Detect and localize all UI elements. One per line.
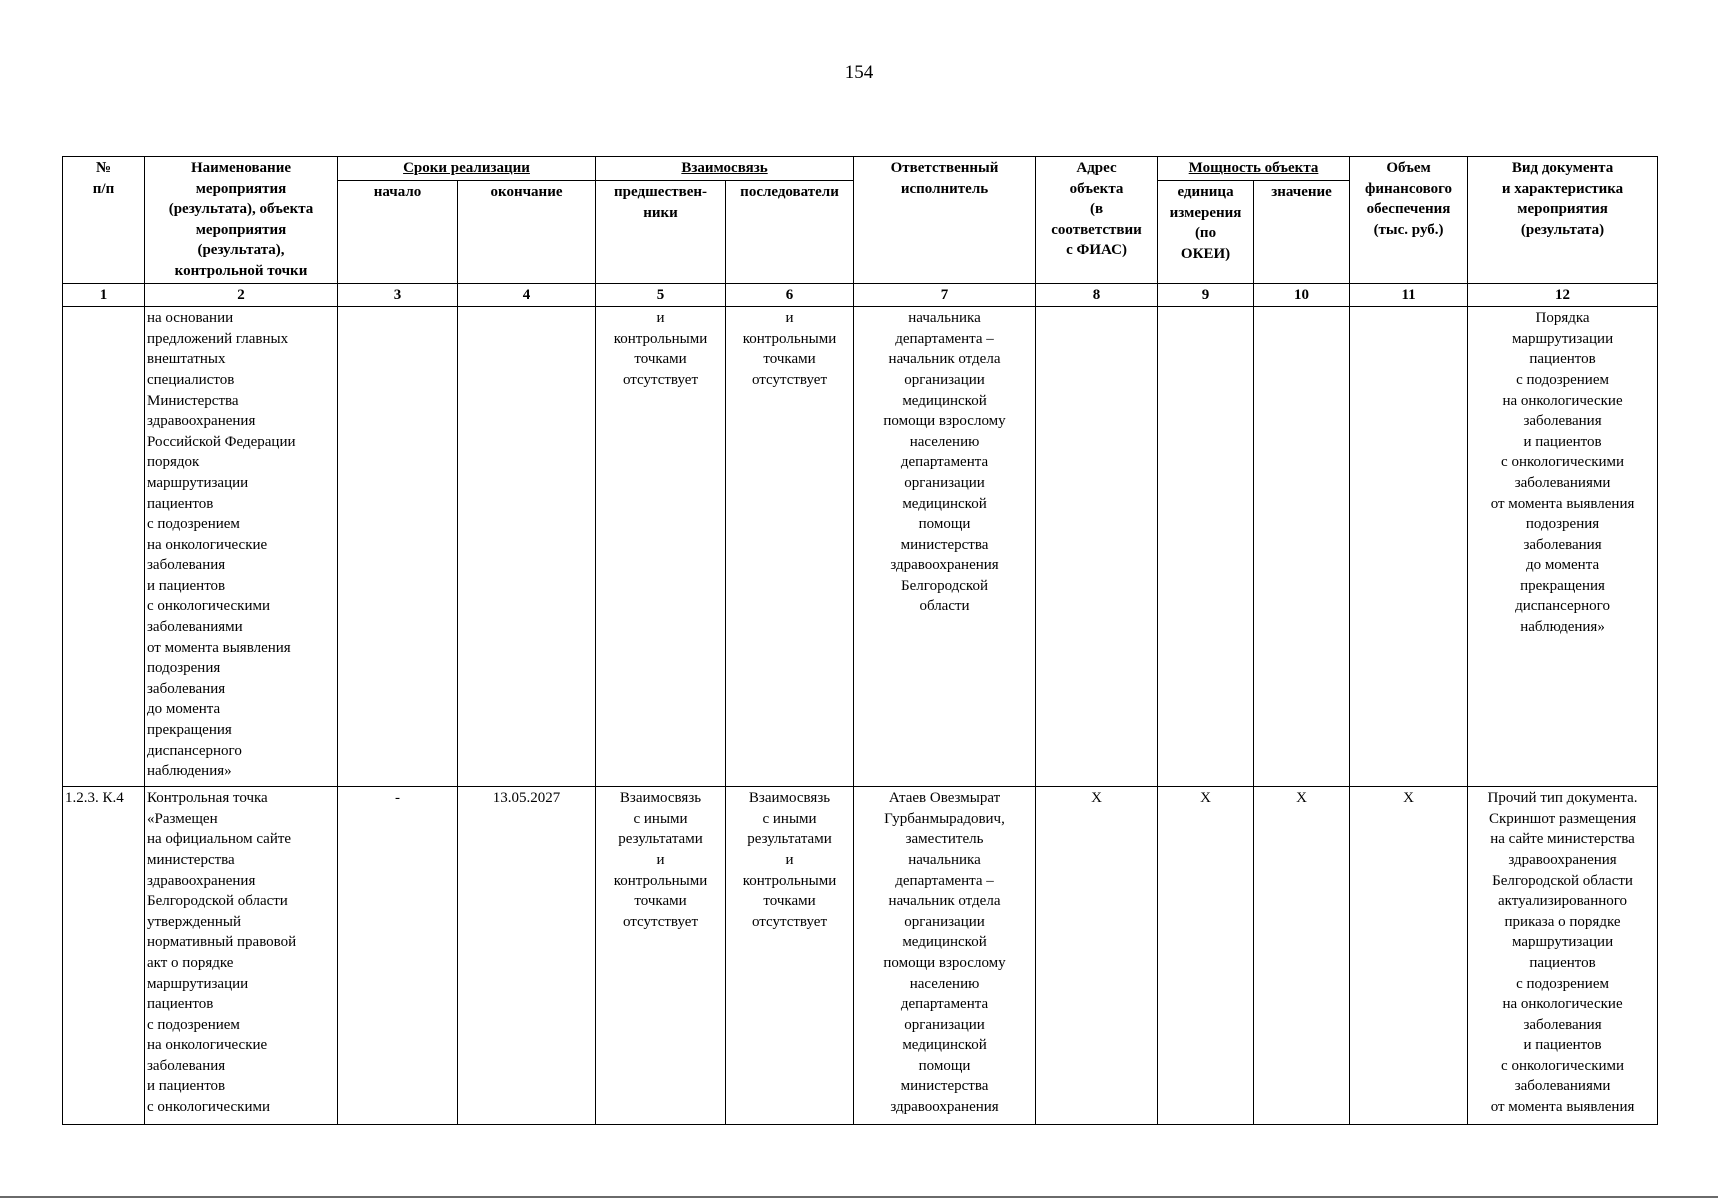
- text-line: заболевания: [147, 680, 226, 697]
- text-line: населению: [909, 975, 980, 992]
- text-line: мероприятия: [1517, 201, 1608, 218]
- plan-table: [62, 156, 1658, 1125]
- row-finance: Х: [1350, 787, 1468, 1125]
- text-line: Белгородской области: [147, 893, 288, 910]
- text-line: (тыс. руб.): [1373, 221, 1444, 238]
- text-line: с подозрением: [1516, 371, 1609, 388]
- text-line: отсутствует: [751, 913, 828, 930]
- text-line: с ФИАС): [1066, 242, 1127, 259]
- text-line: точками: [634, 351, 687, 368]
- text-line: нормативный правовой: [147, 934, 297, 951]
- text-line: обеспечения: [1366, 201, 1451, 218]
- row-responsible: [854, 787, 1036, 1125]
- text-line: диспансерного: [1515, 598, 1610, 615]
- column-number: 11: [1350, 283, 1468, 307]
- text-line: точками: [634, 893, 687, 910]
- text-line: Вид документа: [1511, 160, 1614, 176]
- row-address: [1036, 307, 1158, 787]
- text-line: начальника: [908, 310, 981, 327]
- column-number: 10: [1254, 283, 1350, 307]
- header-group-terms: Сроки реализации: [338, 157, 596, 181]
- text-line: Прочий тип документа.: [1487, 790, 1638, 807]
- row-responsible: [854, 307, 1036, 787]
- text-line: финансового: [1365, 180, 1453, 197]
- text-line: контрольными: [742, 872, 837, 889]
- text-line: наблюдения»: [1520, 619, 1605, 636]
- text-line: Гурбанмырадович,: [884, 810, 1005, 827]
- text-line: Взаимосвязь: [748, 790, 831, 807]
- text-line: п/п: [92, 180, 115, 197]
- text-line: заболевания: [1523, 536, 1602, 553]
- text-line: исполнитель: [900, 180, 989, 197]
- header-group-link: Взаимосвязь: [596, 157, 854, 181]
- header-group-capacity: Мощность объекта: [1158, 157, 1350, 181]
- text-line: здравоохранения: [890, 1099, 999, 1116]
- row-name: [145, 307, 338, 787]
- text-line: ОКЕИ): [1180, 245, 1231, 262]
- text-line: начальник отдела: [888, 351, 1001, 368]
- text-line: на сайте министерства: [1490, 831, 1635, 848]
- text-line: приказа о порядке: [1504, 913, 1621, 930]
- text-line: Белгородской области: [1492, 872, 1633, 889]
- text-line: точками: [763, 351, 816, 368]
- text-line: помощи взрослому: [883, 413, 1006, 430]
- column-number: 4: [458, 283, 596, 307]
- text-line: на основании: [147, 310, 234, 327]
- text-line: отсутствует: [751, 371, 828, 388]
- column-number: 1: [63, 283, 145, 307]
- text-line: мероприятия: [195, 221, 287, 238]
- text-line: окончание: [490, 184, 563, 201]
- row-finance: [1350, 307, 1468, 787]
- text-line: внештатных: [147, 351, 226, 368]
- text-line: помощи взрослому: [883, 954, 1006, 971]
- text-line: отсутствует: [622, 371, 699, 388]
- header-col-6: [726, 181, 854, 283]
- text-line: населению: [909, 433, 980, 450]
- text-line: начальника: [908, 851, 981, 868]
- text-line: заболеваниями: [1514, 1078, 1611, 1095]
- header-col-11: [1350, 157, 1468, 284]
- column-number: 12: [1468, 283, 1658, 307]
- header-col-8: [1036, 157, 1158, 284]
- text-line: значение: [1271, 184, 1332, 201]
- column-number: 6: [726, 283, 854, 307]
- text-line: заболеваниями: [1514, 474, 1611, 491]
- header-col-2: [145, 157, 338, 284]
- header-col-3: [338, 181, 458, 283]
- text-line: заболевания: [147, 1057, 226, 1074]
- text-line: и: [656, 851, 665, 868]
- text-line: (результата), объекта: [168, 201, 314, 218]
- text-line: и характеристика: [1501, 180, 1624, 197]
- text-line: и пациентов: [147, 1078, 226, 1095]
- text-line: мероприятия: [195, 180, 287, 197]
- text-line: Адрес: [1076, 160, 1117, 176]
- text-line: заболевания: [1523, 1016, 1602, 1033]
- text-line: пациентов: [147, 996, 214, 1013]
- text-line: департамента: [900, 996, 989, 1013]
- text-line: с подозрением: [147, 516, 240, 533]
- text-line: помощи: [918, 516, 971, 533]
- page-number: 154: [844, 62, 874, 83]
- text-line: (в: [1089, 201, 1104, 218]
- text-line: акт о порядке: [147, 954, 234, 971]
- row-number: [63, 307, 145, 787]
- text-line: с онкологическими: [1501, 1057, 1625, 1074]
- column-number: 7: [854, 283, 1036, 307]
- table-row: [63, 307, 1658, 787]
- text-line: маршрутизации: [147, 975, 249, 992]
- text-line: министерства: [900, 1078, 989, 1095]
- column-number: 8: [1036, 283, 1158, 307]
- text-line: прекращения: [1520, 577, 1605, 594]
- text-line: с онкологическими: [147, 598, 270, 615]
- header-col-5: [596, 181, 726, 283]
- column-number: 3: [338, 283, 458, 307]
- text-line: помощи: [918, 1057, 971, 1074]
- text-line: контрольными: [613, 872, 708, 889]
- scan-edge: [0, 1196, 1718, 1198]
- text-line: подозрения: [1525, 516, 1600, 533]
- text-line: с подозрением: [1516, 975, 1609, 992]
- row-number: 1.2.3. К.4: [63, 787, 145, 1125]
- text-line: с подозрением: [147, 1016, 240, 1033]
- text-line: Наименование: [191, 160, 291, 176]
- text-line: Скриншот размещения: [1488, 810, 1637, 827]
- text-line: пациентов: [1529, 954, 1596, 971]
- column-number: 5: [596, 283, 726, 307]
- text-line: на онкологические: [1502, 996, 1623, 1013]
- text-line: «Размещен: [147, 810, 218, 827]
- text-line: (по: [1194, 225, 1217, 242]
- text-line: здравоохранения: [147, 872, 256, 889]
- text-line: с иными: [633, 810, 688, 827]
- text-line: с онкологическими: [147, 1099, 270, 1116]
- column-number: 2: [145, 283, 338, 307]
- text-line: министерства: [900, 536, 989, 553]
- header-col-7: [854, 157, 1036, 284]
- text-line: и: [656, 310, 665, 327]
- row-unit: [1158, 307, 1254, 787]
- text-line: до момента: [1525, 557, 1600, 574]
- text-line: единица: [1177, 184, 1234, 201]
- text-line: департамента –: [895, 872, 994, 889]
- text-line: организации: [904, 1016, 985, 1033]
- text-line: маршрутизации: [1511, 330, 1614, 347]
- text-line: измерения: [1169, 204, 1242, 221]
- text-line: утвержденный: [147, 913, 242, 930]
- text-line: соответствии: [1051, 221, 1142, 238]
- text-line: Контрольная точка: [147, 790, 268, 807]
- text-line: контрольной точки: [174, 262, 308, 279]
- row-end: 13.05.2027: [458, 787, 596, 1125]
- text-line: контрольными: [613, 330, 708, 347]
- text-line: точками: [763, 893, 816, 910]
- text-line: Белгородской: [901, 577, 988, 594]
- text-line: до момента: [147, 701, 221, 718]
- row-end: [458, 307, 596, 787]
- text-line: начальник отдела: [888, 893, 1001, 910]
- text-line: от момента выявления: [147, 639, 291, 656]
- text-line: пациентов: [1529, 351, 1596, 368]
- row-value: [1254, 307, 1350, 787]
- header-col-1: [63, 157, 145, 284]
- text-line: Ответственный: [890, 160, 999, 176]
- text-line: контрольными: [742, 330, 837, 347]
- text-line: Министерства: [147, 392, 239, 409]
- text-line: актуализированного: [1498, 893, 1628, 910]
- text-line: Атаев Овезмырат: [888, 790, 1001, 807]
- text-line: результатами: [618, 831, 703, 848]
- row-start: -: [338, 787, 458, 1125]
- text-line: объекта: [1069, 180, 1124, 197]
- text-line: заместитель: [905, 831, 984, 848]
- text-line: (результата): [1520, 221, 1605, 238]
- text-line: начало: [373, 184, 422, 201]
- text-line: Российской Федерации: [147, 433, 296, 450]
- row-predecessors: [596, 307, 726, 787]
- text-line: порядок: [147, 454, 200, 471]
- text-line: отсутствует: [622, 913, 699, 930]
- text-line: департамента: [900, 454, 989, 471]
- text-line: Порядка: [1535, 310, 1590, 327]
- text-line: на онкологические: [147, 1037, 268, 1054]
- text-line: маршрутизации: [147, 474, 249, 491]
- row-name: [145, 787, 338, 1125]
- text-line: и пациентов: [147, 577, 226, 594]
- text-line: предложений главных: [147, 330, 289, 347]
- text-line: с онкологическими: [1501, 454, 1625, 471]
- header-col-10: [1254, 181, 1350, 283]
- text-line: маршрутизации: [1511, 934, 1614, 951]
- text-line: заболеваниями: [147, 619, 243, 636]
- text-line: от момента выявления: [1490, 1099, 1635, 1116]
- text-line: специалистов: [147, 371, 235, 388]
- text-line: с иными: [762, 810, 817, 827]
- text-line: организации: [904, 371, 985, 388]
- header-col-4: [458, 181, 596, 283]
- column-number-row: [63, 283, 1658, 307]
- text-line: медицинской: [902, 934, 987, 951]
- text-line: (результата),: [197, 242, 285, 259]
- row-address: Х: [1036, 787, 1158, 1125]
- text-line: области: [919, 598, 970, 615]
- text-line: министерства: [147, 851, 235, 868]
- column-number: 9: [1158, 283, 1254, 307]
- row-successors: [726, 307, 854, 787]
- text-line: департамента –: [895, 330, 994, 347]
- header-col-9: [1158, 181, 1254, 283]
- row-value: Х: [1254, 787, 1350, 1125]
- text-line: наблюдения»: [147, 763, 232, 780]
- text-line: прекращения: [147, 722, 232, 739]
- text-line: Взаимосвязь: [619, 790, 702, 807]
- text-line: предшествен-: [614, 184, 707, 201]
- text-line: от момента выявления: [1490, 495, 1635, 512]
- text-line: на официальном сайте: [147, 831, 292, 848]
- text-line: и пациентов: [1523, 1037, 1602, 1054]
- table-row: [63, 787, 1658, 1125]
- row-document: [1468, 307, 1658, 787]
- text-line: и: [785, 310, 794, 327]
- text-line: подозрения: [147, 660, 221, 677]
- text-line: результатами: [747, 831, 832, 848]
- text-line: Объем: [1386, 160, 1431, 176]
- text-line: медицинской: [902, 392, 987, 409]
- text-line: медицинской: [902, 1037, 987, 1054]
- row-document: [1468, 787, 1658, 1125]
- text-line: и пациентов: [1523, 433, 1602, 450]
- text-line: здравоохранения: [147, 413, 256, 430]
- text-line: на онкологические: [1502, 392, 1623, 409]
- text-line: и: [785, 851, 794, 868]
- text-line: заболевания: [147, 557, 226, 574]
- text-line: пациентов: [147, 495, 214, 512]
- text-line: на онкологические: [147, 536, 268, 553]
- row-successors: [726, 787, 854, 1125]
- text-line: медицинской: [902, 495, 987, 512]
- row-start: [338, 307, 458, 787]
- text-line: здравоохранения: [890, 557, 999, 574]
- text-line: последователи: [740, 184, 839, 201]
- row-unit: Х: [1158, 787, 1254, 1125]
- row-predecessors: [596, 787, 726, 1125]
- text-line: заболевания: [1523, 413, 1602, 430]
- text-line: организации: [904, 913, 985, 930]
- text-line: организации: [904, 474, 985, 491]
- text-line: здравоохранения: [1508, 851, 1617, 868]
- text-line: диспансерного: [147, 742, 242, 759]
- text-line: №: [95, 160, 112, 176]
- text-line: ники: [643, 204, 678, 221]
- header-col-12: [1468, 157, 1658, 284]
